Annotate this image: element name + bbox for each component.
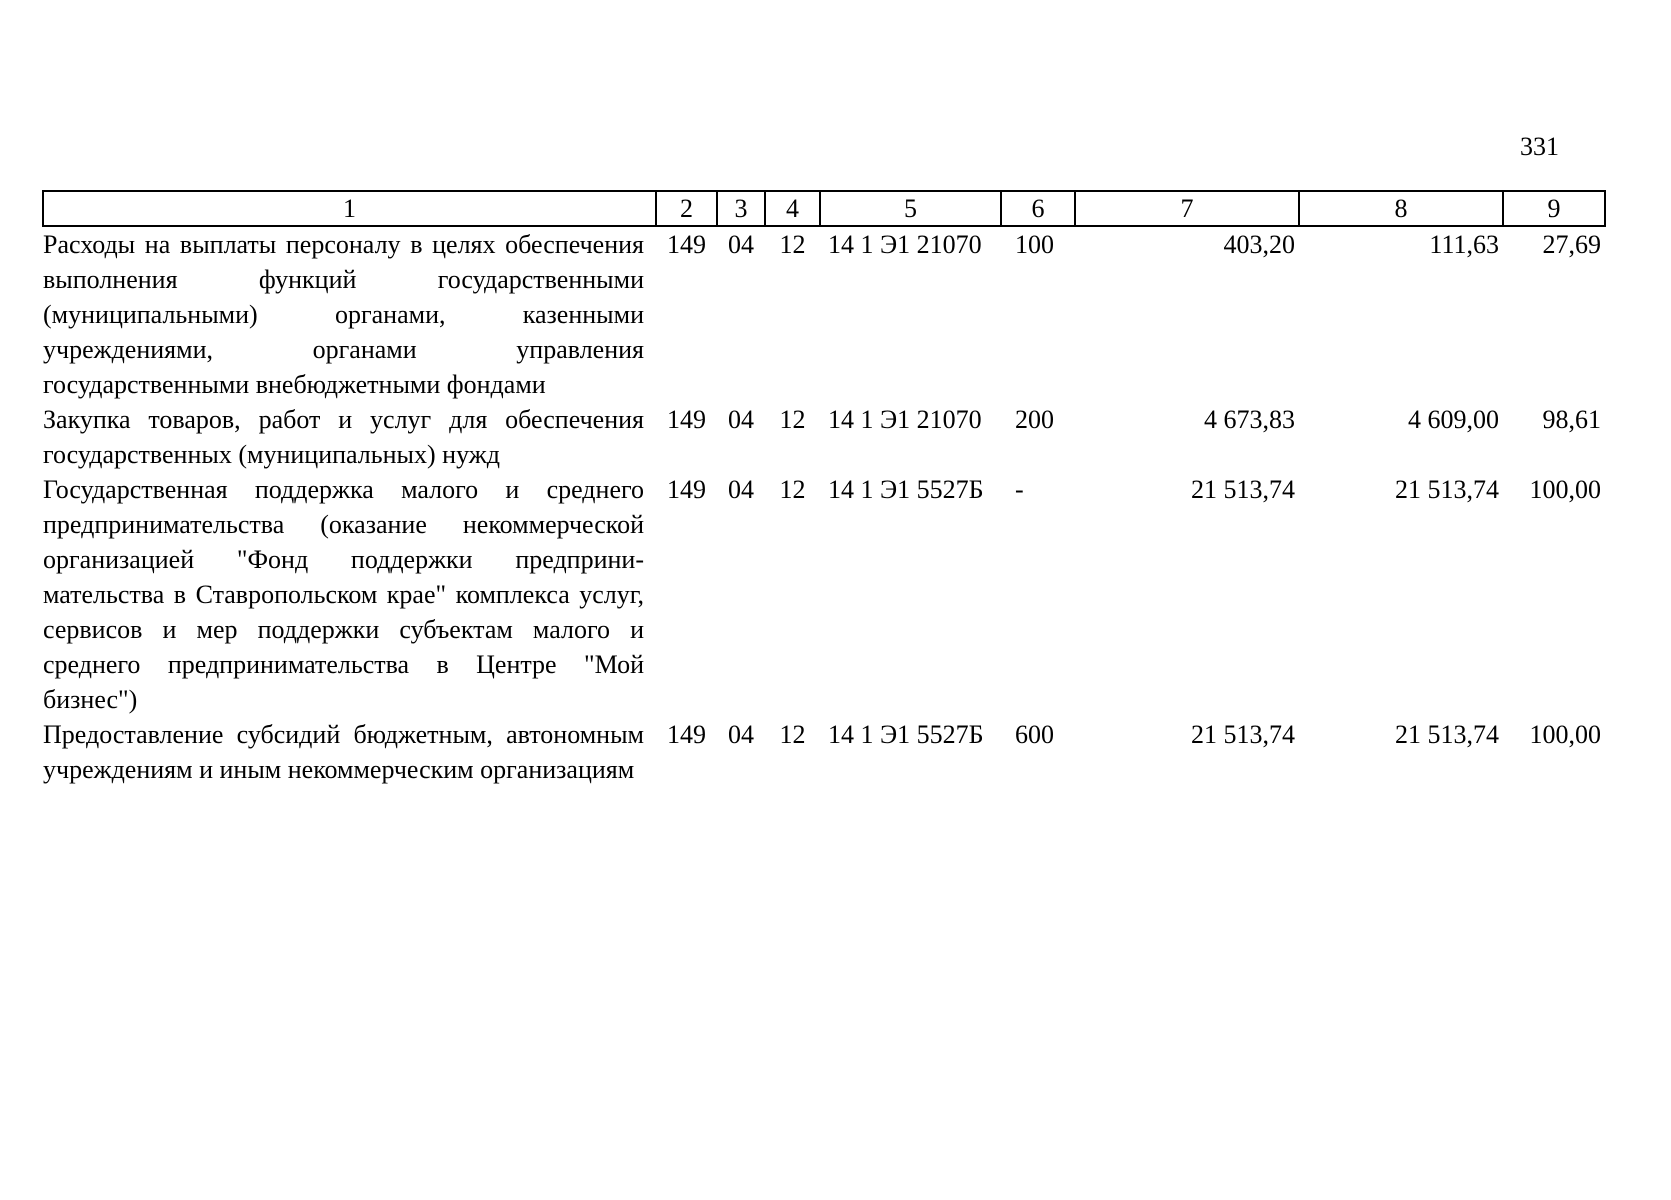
table-row bbox=[43, 472, 1605, 717]
header-col-9: 9 bbox=[1503, 191, 1605, 226]
table-header bbox=[43, 191, 1605, 226]
row-col-8: 21 513,74 bbox=[1395, 475, 1499, 504]
row-col-9: 27,69 bbox=[1542, 230, 1601, 259]
row-col-5: 14 1 Э1 21070 bbox=[828, 230, 982, 259]
header-col-5: 5 bbox=[820, 191, 1001, 226]
row-col-6: - bbox=[1015, 475, 1024, 504]
row-col-3: 04 bbox=[728, 720, 754, 749]
header-col-8: 8 bbox=[1299, 191, 1503, 226]
header-col-3: 3 bbox=[717, 191, 765, 226]
row-description: Закупка товаров, работ и услуг для обеспечения государственных (муниципальных) нужд bbox=[43, 405, 644, 469]
row-col-5: 14 1 Э1 21070 bbox=[828, 405, 982, 434]
row-col-3: 04 bbox=[728, 405, 754, 434]
header-col-7: 7 bbox=[1075, 191, 1299, 226]
row-col-4: 12 bbox=[779, 230, 806, 259]
row-description: Расходы на выплаты персоналу в целях обеспечения выполнения функций государственными (муниципальными) органами, казенными учреждениями, органами управления государственными внебюджетными фондами bbox=[43, 230, 644, 399]
page-number: 331 bbox=[1520, 132, 1559, 161]
row-col-7: 403,20 bbox=[1223, 230, 1295, 259]
row-col-3: 04 bbox=[728, 230, 754, 259]
row-col-6: 100 bbox=[1015, 230, 1054, 259]
row-col-8: 4 609,00 bbox=[1408, 405, 1499, 434]
row-col-6: 600 bbox=[1015, 720, 1054, 749]
row-col-6: 200 bbox=[1015, 405, 1054, 434]
row-col-7: 4 673,83 bbox=[1204, 405, 1295, 434]
row-col-2: 149 bbox=[667, 720, 706, 749]
row-col-7: 21 513,74 bbox=[1191, 475, 1295, 504]
header-row bbox=[43, 191, 1605, 226]
row-col-7: 21 513,74 bbox=[1191, 720, 1295, 749]
row-col-2: 149 bbox=[667, 475, 706, 504]
row-col-4: 12 bbox=[779, 720, 806, 749]
budget-table bbox=[42, 190, 1606, 787]
table-row bbox=[43, 402, 1605, 472]
table-row bbox=[43, 717, 1605, 787]
header-col-1: 1 bbox=[43, 191, 656, 226]
row-col-9: 100,00 bbox=[1529, 475, 1601, 504]
row-col-2: 149 bbox=[667, 230, 706, 259]
row-col-3: 04 bbox=[728, 475, 754, 504]
row-description: Предоставление субсидий бюджетным, автономным учреждениям и иным некоммерческим организациям bbox=[43, 720, 644, 784]
header-col-6: 6 bbox=[1001, 191, 1075, 226]
table-body bbox=[43, 226, 1605, 787]
row-col-5: 14 1 Э1 5527Б bbox=[828, 475, 984, 504]
row-col-4: 12 bbox=[779, 475, 806, 504]
header-col-2: 2 bbox=[656, 191, 717, 226]
row-col-2: 149 bbox=[667, 405, 706, 434]
header-col-4: 4 bbox=[765, 191, 820, 226]
row-col-5: 14 1 Э1 5527Б bbox=[828, 720, 984, 749]
row-col-9: 100,00 bbox=[1529, 720, 1601, 749]
row-description: Государственная поддержка малого и среднего предпринимательства (оказание некоммерческой организацией "Фонд поддержки предприни-мательства в Ставропольском крае" комплекса услуг, сервисов и мер поддержки субъектам малого и среднего предпринимательства в Центре "Мой бизнес") bbox=[43, 475, 644, 714]
row-col-8: 111,63 bbox=[1429, 230, 1499, 259]
table-row bbox=[43, 226, 1605, 402]
row-col-8: 21 513,74 bbox=[1395, 720, 1499, 749]
row-col-4: 12 bbox=[779, 405, 806, 434]
row-col-9: 98,61 bbox=[1542, 405, 1601, 434]
